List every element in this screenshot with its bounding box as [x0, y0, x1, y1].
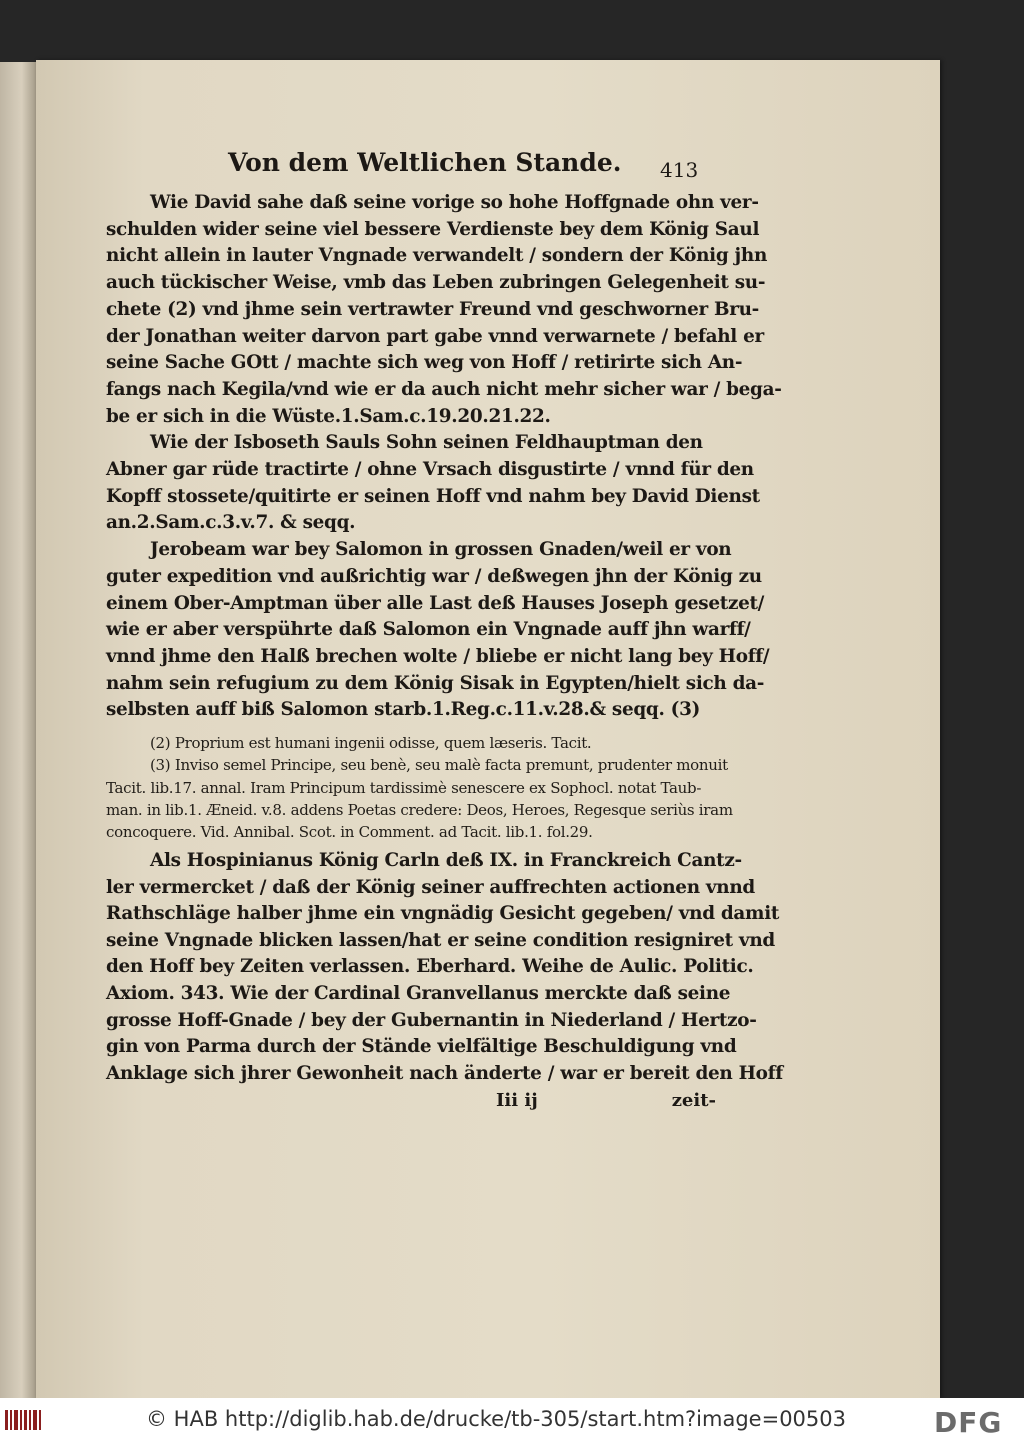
text-line: seine Vngnade blicken lassen/hat er seine condition resigniret vnd: [106, 929, 775, 951]
text-line: seine Sache GOtt / machte sich weg von Hoff / retirirte sich An-: [106, 352, 743, 374]
text-line: selbsten auff biß Salomon starb.1.Reg.c.11.v.28.& seqq. (3): [106, 699, 700, 721]
catchword: zeit-: [671, 1090, 716, 1111]
text-line: der Jonathan weiter darvon part gabe vnnd verwarnete / befahl er: [106, 325, 764, 347]
text-line: schulden wider seine viel bessere Verdienste bey dem König Saul: [106, 218, 760, 240]
text-line: gin von Parma durch der Stände vielfältige Beschuldigung vnd: [106, 1036, 737, 1058]
text-line: nahm sein refugium zu dem König Sisak in Egypten/hielt sich da-: [106, 672, 765, 694]
text-line: Kopff stossete/quitirte er seinen Hoff vnd nahm bey David Dienst: [106, 485, 760, 507]
text-line: ler vermercket / daß der König seiner auffrechten actionen vnnd: [106, 876, 755, 898]
text-line: an.2.Sam.c.3.v.7. & seqq.: [106, 512, 356, 534]
text-line: nicht allein in lauter Vngnade verwandelt / sondern der König jhn: [106, 245, 768, 267]
text-line: guter expedition vnd außrichtig war / deßwegen jhn der König zu: [106, 565, 762, 587]
text-line: chete (2) vnd jhme sein vertrawter Freund vnd geschworner Bru-: [106, 298, 759, 320]
hab-barcode-logo-icon: [4, 1407, 44, 1433]
text-line: Anklage sich jhrer Gewonheit nach änderte / war er bereit den Hoff: [106, 1062, 783, 1084]
footnote-line: (3) Inviso semel Principe, seu benè, seu malè facta premunt, prudenter monuit: [150, 756, 728, 775]
text-line: vnnd jhme den Halß brechen wolte / bliebe er nicht lang bey Hoff/: [106, 645, 770, 667]
text-line: Axiom. 343. Wie der Cardinal Granvellanus merckte daß seine: [106, 983, 731, 1004]
footnote-line: man. in lib.1. Æneid. v.8. addens Poetas credere: Deos, Heroes, Regesque seriùs iram: [106, 800, 733, 819]
text-line: wie er aber verspührte daß Salomon ein Vngnade auff jhn warff/: [106, 619, 751, 641]
text-line: einem Ober-Amptman über alle Last deß Hauses Joseph gesetzet/: [106, 592, 765, 614]
footnote-line: concoquere. Vid. Annibal. Scot. in Comment. ad Tacit. lib.1. fol.29.: [106, 823, 593, 842]
text-line: Wie der Isboseth Sauls Sohn seinen Feldhauptman den: [150, 432, 703, 454]
text-line: Als Hospinianus König Carln deß IX. in Franckreich Cantz-: [150, 850, 742, 871]
text-line: auch tückischer Weise, vmb das Leben zubringen Gelegenheit su-: [106, 272, 766, 294]
dfg-logo: DFG: [934, 1406, 1003, 1439]
text-line: fangs nach Kegila/vnd wie er da auch nicht mehr sicher war / bega-: [106, 378, 782, 400]
page-number: 413: [660, 158, 699, 182]
running-head: Von dem Weltlichen Stande.: [228, 148, 622, 177]
text-line: grosse Hoff-Gnade / bey der Gubernantin in Niederland / Hertzo-: [106, 1009, 757, 1031]
page-catchwords: [496, 1090, 716, 1116]
footer-bar: [0, 1398, 1024, 1441]
text-line: Jerobeam war bey Salomon in grossen Gnaden/weil er von: [150, 539, 732, 561]
text-line: be er sich in die Wüste.1.Sam.c.19.20.21.22.: [106, 405, 551, 427]
signature-mark: Iii ij: [496, 1090, 538, 1111]
footnote-line: Tacit. lib.17. annal. Iram Principum tardissimè senescere ex Sophocl. notat Taub-: [106, 778, 702, 797]
text-line: Wie David sahe daß seine vorige so hohe Hoffgnade ohn ver-: [150, 192, 759, 213]
text-line: Rathschläge halber jhme ein vngnädig Gesicht gegeben/ vnd damit: [106, 903, 780, 925]
text-line: Abner gar rüde tractirte / ohne Vrsach disgustirte / vnnd für den: [106, 459, 754, 480]
footnote-line: (2) Proprium est humani ingenii odisse, quem læseris. Tacit.: [150, 734, 592, 752]
text-line: den Hoff bey Zeiten verlassen. Eberhard. Weihe de Aulic. Politic.: [106, 956, 754, 978]
facing-page-edge: [0, 62, 36, 1398]
footer-credit-link[interactable]: © HAB http://diglib.hab.de/drucke/tb-305/start.htm?image=00503: [146, 1407, 846, 1431]
